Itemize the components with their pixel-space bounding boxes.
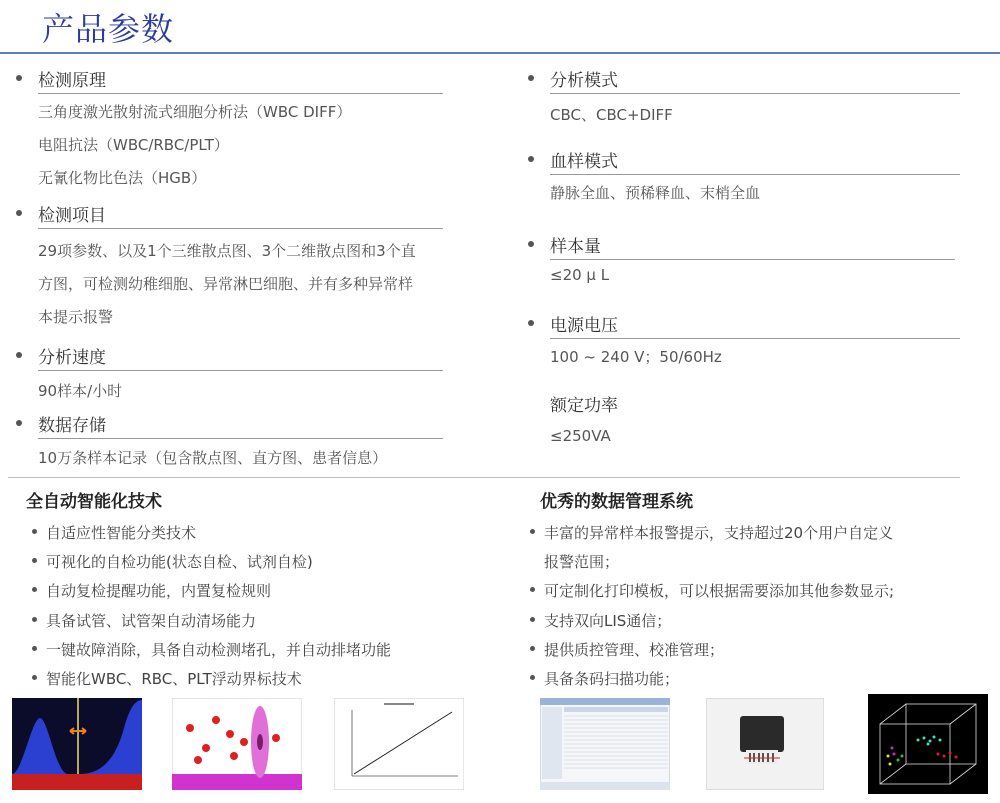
auto-list-item: 可视化的自检功能(状态自检、试剂自检) [46,551,313,572]
storage-heading: 数据存储 [38,416,106,436]
principle-line: 无氰化物比色法（HGB） [38,169,207,187]
bullet-icon [16,210,22,216]
data-mgmt-list-item: 可定制化打印模板，可以根据需要添加其他参数显示; [544,580,894,601]
auto-list-item: 自动复检提醒功能，内置复检规则 [46,580,271,601]
bullet-icon [528,75,534,81]
page-title: 产品参数 [42,10,175,48]
speed-value: 90样本/小时 [38,382,123,400]
items-rule [38,228,443,229]
histogram-thumbnail [12,698,142,790]
power-value: 100 ~ 240 V；50/60Hz [550,348,722,366]
speed-rule [38,370,443,371]
auto-list-item: 智能化WBC、RBC、PLT浮动界标技术 [46,668,302,689]
speed-heading: 分析速度 [38,348,106,368]
power-rule [550,338,960,339]
storage-rule [38,438,443,439]
bullet-icon [528,156,534,162]
mode-heading: 分析模式 [550,71,618,91]
volume-heading: 样本量 [550,237,601,257]
rated-heading: 额定功率 [550,396,618,416]
bullet-icon [530,587,535,592]
items-line: 29项参数、以及1个三维散点图、3个二维散点图和3个直 [38,242,416,260]
rated-value: ≤250VA [550,427,611,445]
linearity-chart-thumbnail [334,698,464,790]
bullet-icon [530,529,535,534]
blood-value: 静脉全血、预稀释血、末梢全血 [550,184,761,202]
bullet-icon [32,675,37,680]
data-mgmt-list-item: 具备条码扫描功能； [544,668,679,689]
principle-heading: 检测原理 [38,71,106,91]
data-mgmt-heading: 优秀的数据管理系统 [540,492,693,512]
volume-rule [550,259,955,260]
barcode-scanner-thumbnail [706,698,824,790]
bullet-icon [32,646,37,651]
volume-value: ≤20 μ L [550,266,610,284]
bullet-icon [16,420,22,426]
bullet-icon [32,558,37,563]
items-heading: 检测项目 [38,206,106,226]
bullet-icon [528,320,534,326]
bullet-icon [16,352,22,358]
data-mgmt-list-item-cont: 报警范围； [544,553,620,571]
principle-line: 电阻抗法（WBC/RBC/PLT） [38,136,229,154]
mode-rule [550,93,960,94]
software-screen-thumbnail [540,698,670,790]
data-mgmt-list-item: 提供质控管理、校准管理； [544,639,724,660]
bullet-icon [530,646,535,651]
3d-scatter-thumbnail [868,694,988,794]
principle-line: 三角度激光散射流式细胞分析法（WBC DIFF） [38,103,352,121]
data-mgmt-list-item: 丰富的异常样本报警提示，支持超过20个用户自定义 [544,522,893,543]
bullet-icon [32,529,37,534]
auto-list-item: 自适应性智能分类技术 [46,522,196,543]
power-heading: 电源电压 [550,316,618,336]
bullet-icon [530,617,535,622]
bullet-icon [16,75,22,81]
bullet-icon [32,587,37,592]
auto-heading: 全自动智能化技术 [26,492,162,512]
items-line: 本提示报警 [38,308,114,326]
impedance-thumbnail [172,698,302,790]
blood-heading: 血样模式 [550,152,618,172]
bullet-icon [528,241,534,247]
items-line: 方图，可检测幼稚细胞、异常淋巴细胞、并有多种异常样 [38,275,414,293]
auto-list-item: 具备试管、试管架自动清场能力 [46,610,256,631]
bullet-icon [530,675,535,680]
title-divider [0,52,1000,54]
data-mgmt-list-item: 支持双向LIS通信； [544,610,671,631]
mode-value: CBC、CBC+DIFF [550,106,673,124]
section-divider [8,477,960,478]
principle-rule [38,93,443,94]
blood-rule [550,174,960,175]
auto-list-item: 一键故障消除，具备自动检测堵孔，并自动排堵功能 [46,639,391,660]
bullet-icon [32,617,37,622]
storage-value: 10万条样本记录（包含散点图、直方图、患者信息） [38,449,388,467]
